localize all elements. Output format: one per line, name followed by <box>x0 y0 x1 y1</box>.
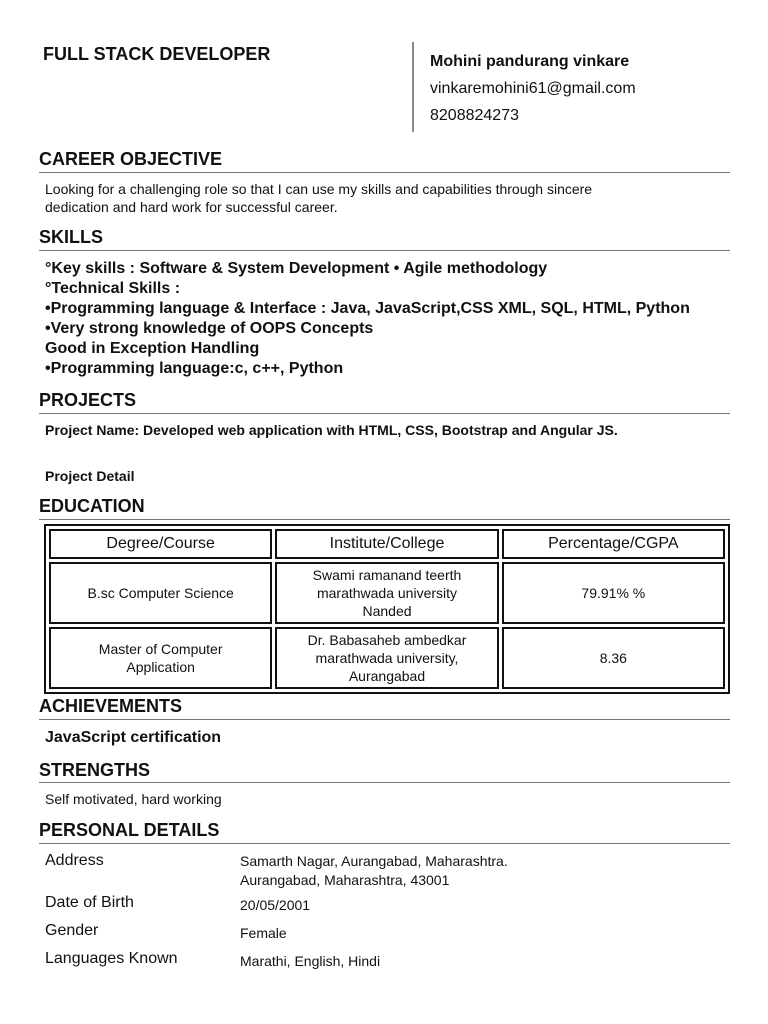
header-divider <box>412 42 414 132</box>
gender-value: Female <box>240 925 287 941</box>
project-detail: Project Detail <box>45 468 135 484</box>
score-text: 8.36 <box>599 650 627 666</box>
gender-label: Gender <box>45 922 99 939</box>
address-line-1: Samarth Nagar, Aurangabad, Maharashtra. <box>240 853 508 869</box>
degree-text: B.sc Computer Science <box>87 585 234 601</box>
skill-item: •Programming language:c, c++, Python <box>45 360 344 377</box>
institute-line: Nanded <box>362 603 412 619</box>
job-title: FULL STACK DEVELOPER <box>43 44 271 64</box>
section-divider <box>39 413 730 414</box>
skill-item: •Programming language & Interface : Java, JavaScript,CSS XML, SQL, HTML, Python <box>45 300 690 317</box>
institute-line: Aurangabad <box>348 668 426 684</box>
dob-value: 20/05/2001 <box>240 897 311 913</box>
skill-item: °Key skills : Software & System Development • Agile methodology <box>45 260 548 277</box>
dob-label: Date of Birth <box>45 894 134 911</box>
education-heading: EDUCATION <box>39 496 145 516</box>
skills-heading: SKILLS <box>39 227 104 247</box>
column-header-institute: Institute/College <box>275 529 498 559</box>
education-table <box>44 524 730 694</box>
degree-line: Application <box>126 659 195 675</box>
institute-cell <box>275 562 498 624</box>
candidate-phone: 8208824273 <box>430 107 519 124</box>
column-header-percentage: Percentage/CGPA <box>502 529 725 559</box>
candidate-name: Mohini pandurang vinkare <box>430 53 630 70</box>
section-divider <box>39 250 730 251</box>
address-line-2: Aurangabad, Maharashtra, 43001 <box>240 872 450 888</box>
degree-cell <box>49 562 272 624</box>
career-objective-heading: CAREER OBJECTIVE <box>39 149 223 169</box>
score-cell <box>502 627 725 689</box>
score-text: 79.91% % <box>581 585 646 601</box>
section-divider <box>39 519 730 520</box>
languages-label: Languages Known <box>45 950 178 967</box>
institute-line: Swami ramanand teerth <box>312 567 462 583</box>
degree-cell <box>49 627 272 689</box>
section-divider <box>39 782 730 783</box>
projects-heading: PROJECTS <box>39 390 137 410</box>
address-label: Address <box>45 852 104 869</box>
achievements-heading: ACHIEVEMENTS <box>39 696 183 716</box>
table-header-row <box>49 529 725 559</box>
section-divider <box>39 843 730 844</box>
table-row <box>49 562 725 624</box>
skill-item: Good in Exception Handling <box>45 340 260 357</box>
section-divider <box>39 719 730 720</box>
achievement-item: JavaScript certification <box>45 729 222 746</box>
degree-line: Master of Computer <box>98 641 223 657</box>
strengths-heading: STRENGTHS <box>39 760 151 780</box>
candidate-email: vinkaremohini61@gmail.com <box>430 80 636 97</box>
project-name: Project Name: Developed web application with HTML, CSS, Bootstrap and Angular JS. <box>45 422 618 438</box>
score-cell <box>502 562 725 624</box>
institute-line: marathwada university, <box>315 650 459 666</box>
institute-cell <box>275 627 498 689</box>
career-objective-line-2: dedication and hard work for successful career. <box>45 199 338 215</box>
section-divider <box>39 172 730 173</box>
personal-details-heading: PERSONAL DETAILS <box>39 820 220 840</box>
skill-item: °Technical Skills : <box>45 280 181 297</box>
career-objective-line-1: Looking for a challenging role so that I can use my skills and capabilities through sincere <box>45 181 593 197</box>
strengths-text: Self motivated, hard working <box>45 791 222 807</box>
skill-item: •Very strong knowledge of OOPS Concepts <box>45 320 374 337</box>
table-row <box>49 627 725 689</box>
languages-value: Marathi, English, Hindi <box>240 953 381 969</box>
institute-line: Dr. Babasaheb ambedkar <box>307 632 467 648</box>
institute-line: marathwada university <box>316 585 458 601</box>
column-header-degree: Degree/Course <box>49 529 272 559</box>
